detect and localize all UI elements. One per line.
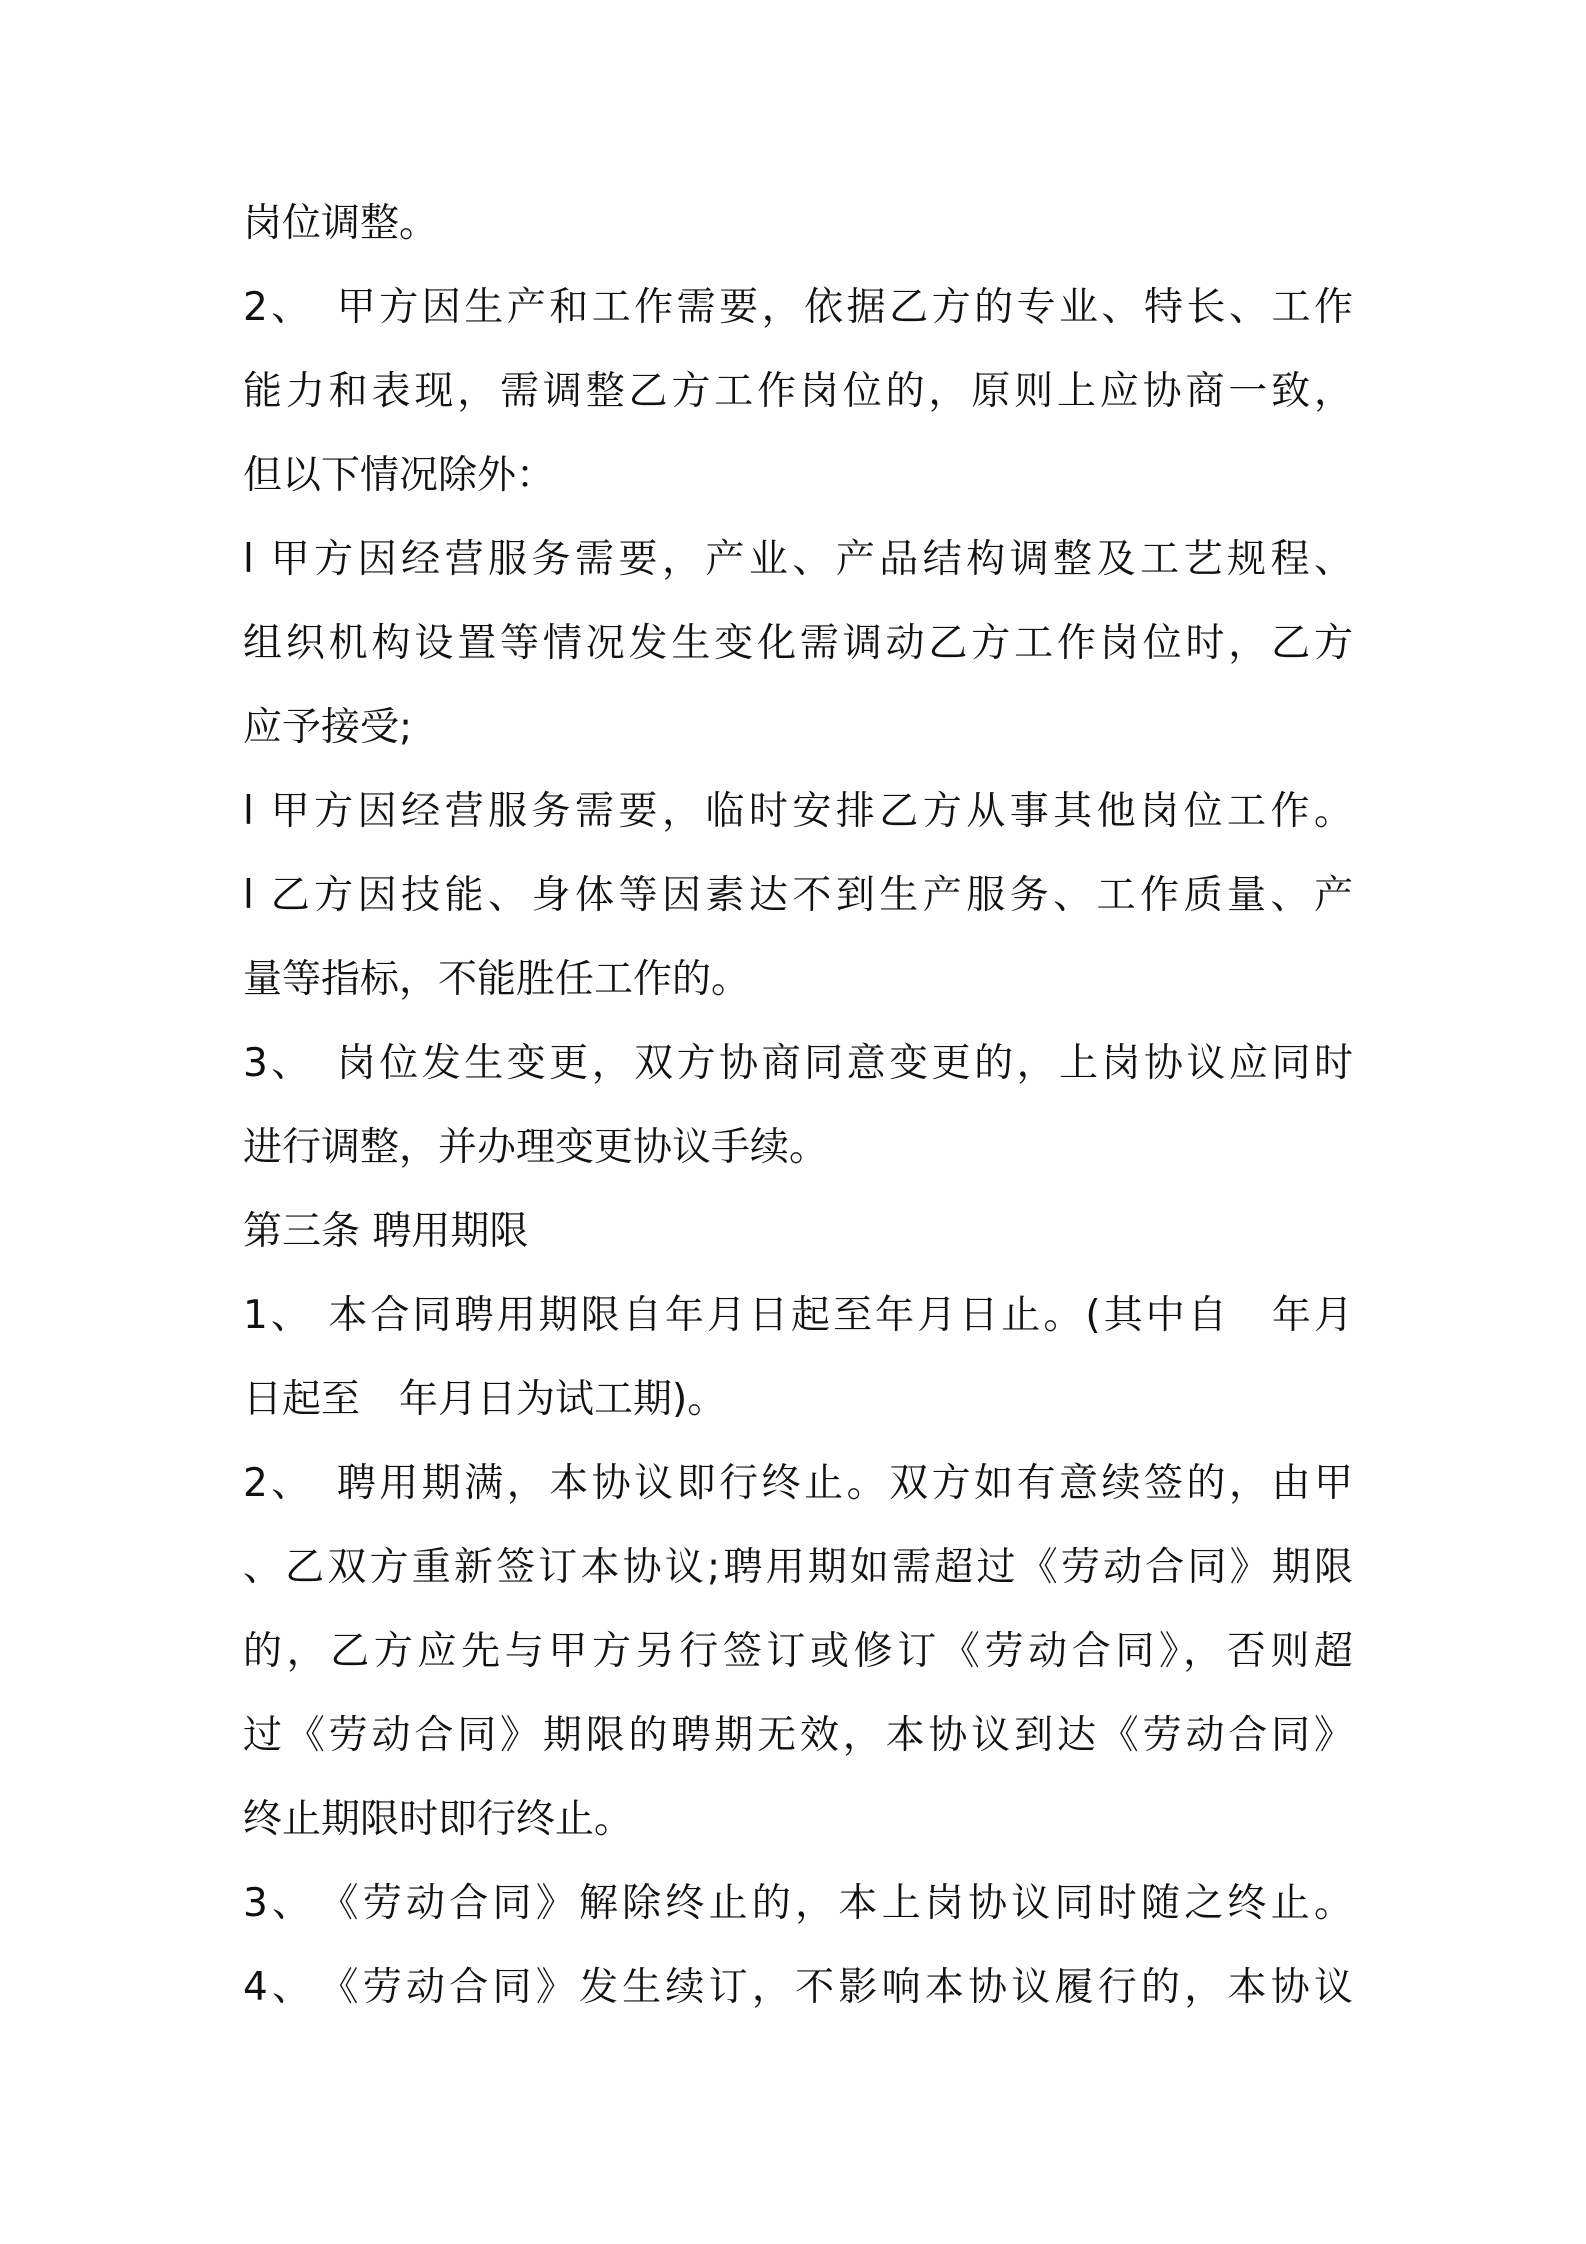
text-line-10: 量等指标，不能胜任工作的。 <box>243 957 751 1002</box>
text-line-14: 1、 本合同聘用期限自年月日起至年月日止。(其中自 年月 <box>243 1293 1353 1338</box>
text-line-9: l 乙方因技能、身体等因素达不到生产服务、工作质量、产 <box>243 873 1353 918</box>
text-line-20: 终止期限时即行终止。 <box>243 1797 634 1842</box>
text-line-22: 4、 《劳动合同》发生续订，不影响本协议履行的，本协议 <box>243 1965 1353 2010</box>
text-line-12: 进行调整，并办理变更协议手续。 <box>243 1125 829 1170</box>
text-line-4: 但以下情况除外： <box>243 453 556 498</box>
text-line-6: 组织机构设置等情况发生变化需调动乙方工作岗位时，乙方 <box>243 621 1353 666</box>
text-line-15: 日起至 年月日为试工期)。 <box>243 1377 727 1422</box>
text-line-7: 应予接受; <box>243 705 413 750</box>
text-line-3: 能力和表现，需调整乙方工作岗位的，原则上应协商一致， <box>243 369 1353 414</box>
text-line-5: l 甲方因经营服务需要，产业、产品结构调整及工艺规程、 <box>243 537 1353 582</box>
text-line-11: 3、 岗位发生变更，双方协商同意变更的，上岗协议应同时 <box>243 1041 1353 1086</box>
section-heading: 第三条 聘用期限 <box>243 1209 529 1254</box>
text-line-1: 岗位调整。 <box>243 201 439 246</box>
text-line-19: 过《劳动合同》期限的聘期无效，本协议到达《劳动合同》 <box>243 1713 1353 1758</box>
text-line-18: 的，乙方应先与甲方另行签订或修订《劳动合同》，否则超 <box>243 1629 1353 1674</box>
text-line-17: 、乙双方重新签订本协议;聘用期如需超过《劳动合同》期限 <box>243 1545 1353 1590</box>
contract-text <box>243 182 1353 2030</box>
text-line-16: 2、 聘用期满，本协议即行终止。双方如有意续签的，由甲 <box>243 1461 1353 1506</box>
text-line-8: l 甲方因经营服务需要，临时安排乙方从事其他岗位工作。 <box>243 789 1353 834</box>
text-line-2: 2、 甲方因生产和工作需要，依据乙方的专业、特长、工作 <box>243 285 1353 330</box>
text-line-21: 3、 《劳动合同》解除终止的，本上岗协议同时随之终止。 <box>243 1881 1353 1926</box>
